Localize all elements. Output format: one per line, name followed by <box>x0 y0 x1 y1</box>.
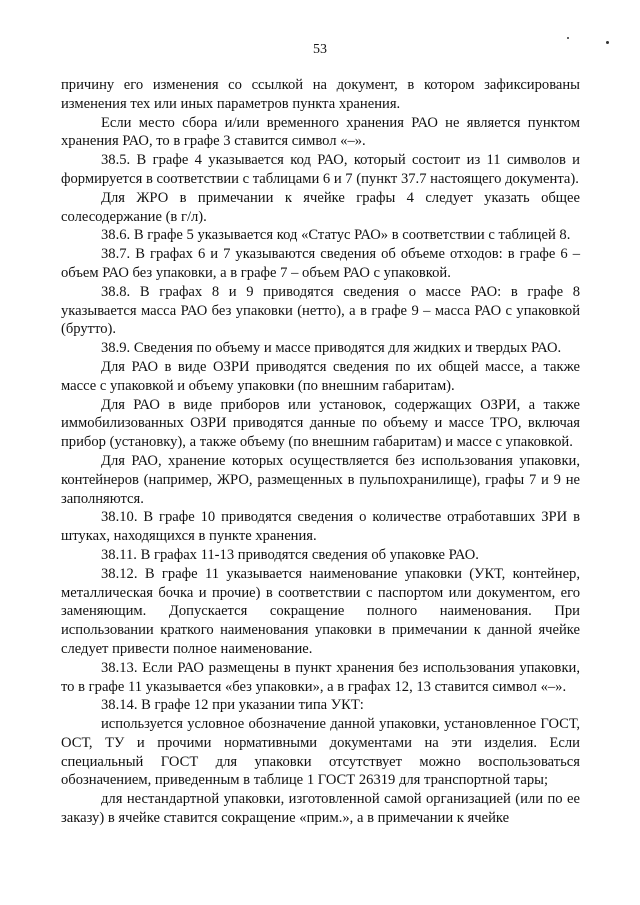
paragraph: причину его изменения со ссылкой на документ, в котором зафиксированы изменения тех или иных параметров пункта хранения. <box>61 77 580 112</box>
paragraph: 38.14. В графе 12 при указании типа УКТ: <box>101 697 364 714</box>
scan-speck <box>567 37 569 39</box>
paragraph: 38.8. В графах 8 и 9 приводятся сведения о массе РАО: в графе 8 указывается масса РАО без упаковки (нетто), а в графе 9 – масса РАО с упаковкой (брутто). <box>61 283 580 338</box>
paragraph: Если место сбора и/или временного хранения РАО не является пунктом хранения РАО, то в графе 3 ставится символ «–». <box>61 114 580 150</box>
list-item: для нестандартной упаковки, изготовленной самой организацией (или по ее заказу) в ячейке ставится сокращение «прим.», а в примечании к ячейке <box>61 791 580 827</box>
paragraph: Для РАО в виде приборов или установок, содержащих ОЗРИ, а также иммобилизованных ОЗРИ приводятся данные по объему и массе ТРО, включая прибор (установку), а также объему (по внешним габаритам) и массе с упаковкой. <box>61 396 580 451</box>
paragraph: 38.11. В графах 11-13 приводятся сведения об упаковке РАО. <box>101 546 479 563</box>
page-number: 53 <box>313 42 327 57</box>
body-text <box>61 76 580 828</box>
paragraph: 38.7. В графах 6 и 7 указываются сведения об объеме отходов: в графе 6 – объем РАО без упаковки, а в графе 7 – объем РАО с упаковкой. <box>61 246 580 281</box>
paragraph: 38.10. В графе 10 приводятся сведения о количестве отработавших ЗРИ в штуках, находящихся в пункте хранения. <box>61 509 580 545</box>
paragraph: 38.13. Если РАО размещены в пункт хранения без использования упаковки, то в графе 11 указывается «без упаковки», а в графах 12, 13 ставится символ «–». <box>61 659 580 695</box>
paragraph: 38.9. Сведения по объему и массе приводятся для жидких и твердых РАО. <box>101 340 562 357</box>
paragraph: 38.5. В графе 4 указывается код РАО, который состоит из 11 символов и формируется в соответствии с таблицами 6 и 7 (пункт 37.7 настоящего документа). <box>61 152 580 187</box>
paragraph: 38.12. В графе 11 указывается наименование упаковки (УКТ, контейнер, металлическая бочка и прочие) в соответствии с паспортом или документом, его заменяющим. Допускается сокращение полного наименования. При использовании краткого наименования упаковки в примечании к данной ячейке следует привести полное наименование. <box>61 565 580 657</box>
paragraph: Для РАО, хранение которых осуществляется без использования упаковки, контейнеров (например, ЖРО, размещенных в пульпохранилище), графы 7 и 9 не заполняются. <box>61 452 580 507</box>
paragraph: 38.6. В графе 5 указывается код «Статус РАО» в соответствии с таблицей 8. <box>101 227 571 244</box>
paragraph: Для РАО в виде ОЗРИ приводятся сведения по их общей массе, а также массе с упаковкой и объему упаковки (по внешним габаритам). <box>61 358 580 394</box>
list-item: используется условное обозначение данной упаковки, установленное ГОСТ, ОСТ, ТУ и прочими нормативными документами на эти изделия. Если специальный ГОСТ для упаковки отсутствует можно воспользоваться обозначением, приведенным в таблице 1 ГОСТ 26319 для транспортной тары; <box>61 716 580 789</box>
paragraph: Для ЖРО в примечании к ячейке графы 4 следует указать общее солесодержание (в г/л). <box>61 189 580 225</box>
